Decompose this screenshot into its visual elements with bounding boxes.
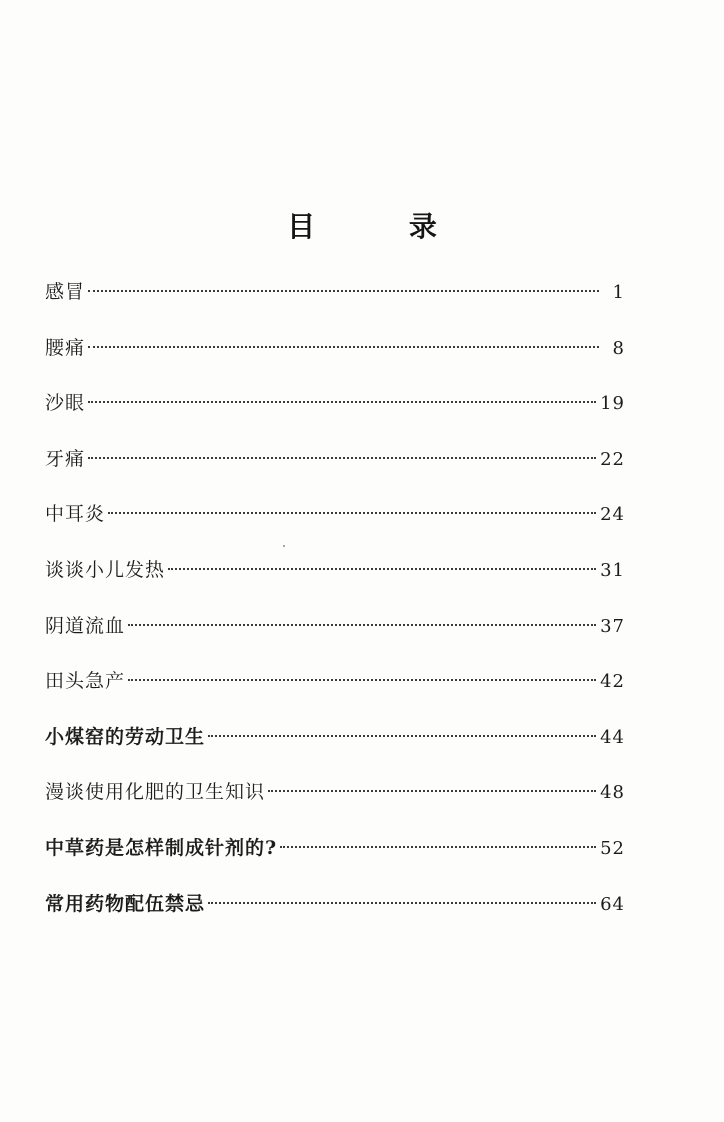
toc-entry xyxy=(45,717,625,773)
toc-entry xyxy=(45,272,625,328)
dot-leader xyxy=(280,846,596,848)
dot-leader xyxy=(128,624,596,626)
toc-entry-title: 中草药是怎样制成针剂的? xyxy=(45,836,278,859)
dot-leader xyxy=(208,902,596,904)
toc-entry-title: 中耳炎 xyxy=(45,503,106,526)
toc-entry-title: 田头急产 xyxy=(45,670,126,693)
toc-entry xyxy=(45,383,625,439)
toc-entry-page-number: 52 xyxy=(600,837,625,859)
toc-entry xyxy=(45,772,625,828)
toc-entry-page-number: 24 xyxy=(600,504,625,526)
page-title: 目 录 xyxy=(287,209,479,243)
dot-leader xyxy=(108,512,596,514)
dot-leader xyxy=(88,346,599,348)
toc-entry-page-number: 48 xyxy=(600,782,625,804)
dot-leader xyxy=(88,401,596,403)
table-of-contents xyxy=(45,272,625,939)
toc-entry-page-number: 37 xyxy=(600,615,625,637)
toc-entry-title: 感冒 xyxy=(45,281,86,303)
toc-entry-page-number: 31 xyxy=(600,559,625,581)
toc-entry xyxy=(45,439,625,495)
toc-entry xyxy=(45,328,625,384)
toc-entry-title: 谈谈小儿发热 xyxy=(45,558,166,581)
dot-leader xyxy=(88,290,599,292)
dot-leader xyxy=(268,790,596,792)
toc-entry-title: 沙眼 xyxy=(45,392,86,415)
toc-entry-page-number: 8 xyxy=(612,337,625,359)
toc-entry-page-number: 44 xyxy=(600,726,625,748)
toc-entry xyxy=(45,494,625,550)
toc-entry-page-number: 19 xyxy=(600,393,625,415)
dot-leader xyxy=(168,568,596,570)
toc-entry-page-number: 22 xyxy=(600,448,625,470)
toc-entry-page-number: 64 xyxy=(600,893,625,915)
toc-entry-page-number: 42 xyxy=(600,671,625,693)
toc-entry-title: 常用药物配伍禁忌 xyxy=(45,892,206,915)
dot-leader xyxy=(88,457,596,459)
dot-leader xyxy=(128,679,596,681)
toc-entry xyxy=(45,550,625,606)
toc-entry xyxy=(45,884,625,940)
scan-speck xyxy=(283,545,285,547)
toc-entry-title: 腰痛 xyxy=(45,336,86,359)
toc-entry xyxy=(45,661,625,717)
toc-entry xyxy=(45,606,625,662)
toc-entry-page-number: 1 xyxy=(612,282,625,303)
dot-leader xyxy=(208,735,596,737)
toc-entry-title: 阴道流血 xyxy=(45,614,126,637)
toc-entry-title: 小煤窑的劳动卫生 xyxy=(45,725,206,748)
toc-entry-title: 牙痛 xyxy=(45,447,86,470)
toc-entry-title: 漫谈使用化肥的卫生知识 xyxy=(45,781,266,804)
toc-entry xyxy=(45,828,625,884)
